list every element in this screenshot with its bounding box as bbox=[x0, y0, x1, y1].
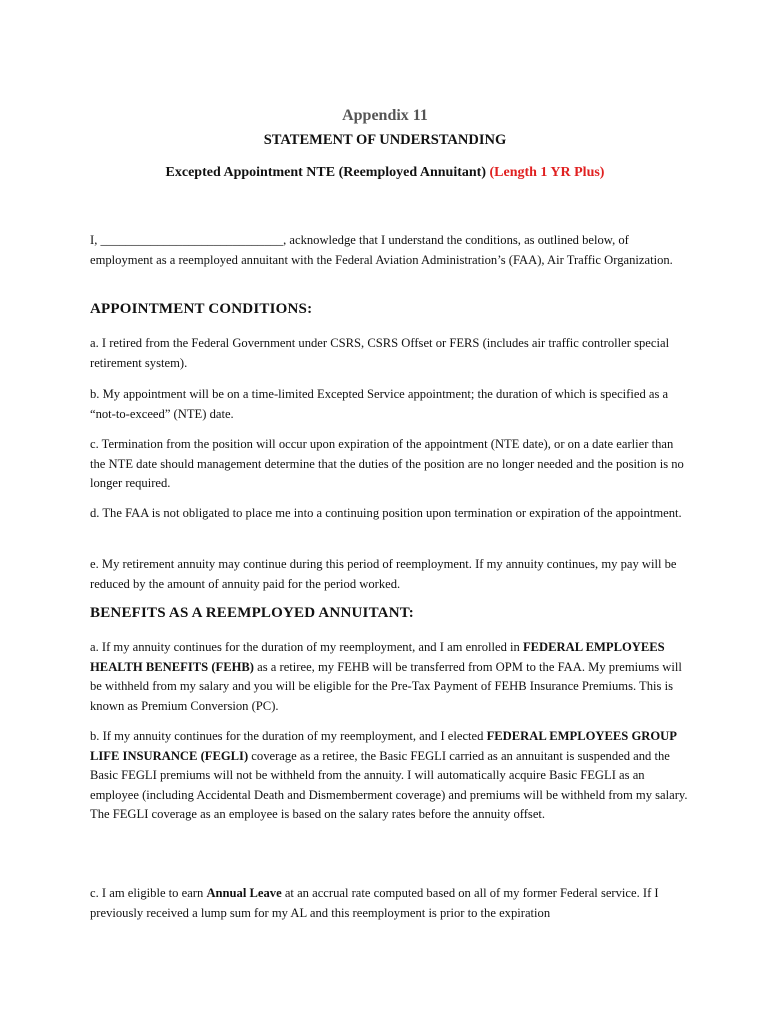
appointment-item-d-text: d. The FAA is not obligated to place me into a continuing position upon termination or expiration of the appointment. bbox=[90, 506, 682, 520]
appointment-item-b-text: b. My appointment will be on a time-limited Excepted Service appointment; the duration of which is specified as a “not-to-exceed” (NTE) date. bbox=[90, 387, 669, 421]
appointment-conditions-heading: APPOINTMENT CONDITIONS: bbox=[90, 301, 313, 317]
benefits-a-post: as a retiree, my FEHB will be transferred from OPM to the FAA. My premiums will be withheld from my salary and you will be eligible for the Pre-Tax Payment of FEHB Insurance Premiums. This is known as Premium Conversion (PC). bbox=[90, 659, 682, 713]
benefits-item-c bbox=[90, 884, 690, 923]
benefits-a-bold: FEDERAL EMPLOYEES HEALTH BENEFITS (FEHB) bbox=[90, 640, 665, 674]
benefits-item-c-text bbox=[90, 884, 690, 923]
subtitle-main: Excepted Appointment NTE (Reemployed Annuitant) bbox=[165, 165, 486, 180]
appointment-item-a-text: a. I retired from the Federal Government under CSRS, CSRS Offset or FERS (includes air traffic controller special retirement system). bbox=[90, 336, 670, 370]
appointment-item-d bbox=[90, 504, 690, 524]
subtitle-length: (Length 1 YR Plus) bbox=[489, 165, 605, 180]
benefits-b-post: coverage as a retiree, the Basic FEGLI carried as an annuitant is suspended and the Basic FEGLI premiums will not be withheld from the annuity. I will automatically acquire Basic FEGLI as an employee (including Accidental Death and Dismemberment coverage) and premiums will be withheld from my salary. The FEGLI coverage as an employee is based on the salary rates before the annuity offset. bbox=[90, 748, 688, 821]
benefits-item-a-text bbox=[90, 638, 690, 716]
subtitle bbox=[0, 165, 770, 181]
benefits-item-b-text bbox=[90, 727, 690, 825]
benefits-a-pre: a. If my annuity continues for the duration of my reemployment, and I am enrolled in bbox=[90, 640, 523, 654]
appointment-item-b bbox=[90, 385, 690, 424]
appointment-item-e-text: e. My retirement annuity may continue during this period of reemployment. If my annuity continues, my pay will be reduced by the amount of annuity paid for the period worked. bbox=[90, 557, 677, 591]
statement-title: STATEMENT OF UNDERSTANDING bbox=[263, 132, 507, 148]
appointment-item-e bbox=[90, 555, 690, 594]
benefits-c-pre: c. I am eligible to earn bbox=[90, 886, 207, 900]
appointment-item-c-text: c. Termination from the position will occur upon expiration of the appointment (NTE date), or on a date earlier than the NTE date should management determine that the duties of the position are no longer needed and the position is no longer required. bbox=[90, 437, 684, 490]
benefits-b-bold: FEDERAL EMPLOYEES GROUP LIFE INSURANCE (FEGLI) bbox=[90, 729, 677, 763]
benefits-heading: BENEFITS AS A REEMPLOYED ANNUITANT: bbox=[90, 605, 415, 621]
appointment-item-a bbox=[90, 334, 690, 373]
benefits-c-bold: Annual Leave bbox=[206, 886, 282, 900]
intro-paragraph bbox=[90, 231, 690, 270]
benefits-item-b bbox=[90, 727, 690, 825]
benefits-item-a bbox=[90, 638, 690, 716]
intro-text: I, _____________________________, acknowledge that I understand the conditions, as outlined below, of employment as a reemployed annuitant with the Federal Aviation Administration’s (FAA), Air Traffic Organization. bbox=[90, 233, 673, 267]
appendix-title: Appendix 11 bbox=[342, 107, 428, 124]
benefits-c-post: at an accrual rate computed based on all of my former Federal service. If I previously received a lump sum for my AL and this reemployment is prior to the expiration bbox=[90, 886, 659, 920]
benefits-b-pre: b. If my annuity continues for the duration of my reemployment, and I elected bbox=[90, 729, 487, 743]
appointment-item-c bbox=[90, 435, 690, 494]
